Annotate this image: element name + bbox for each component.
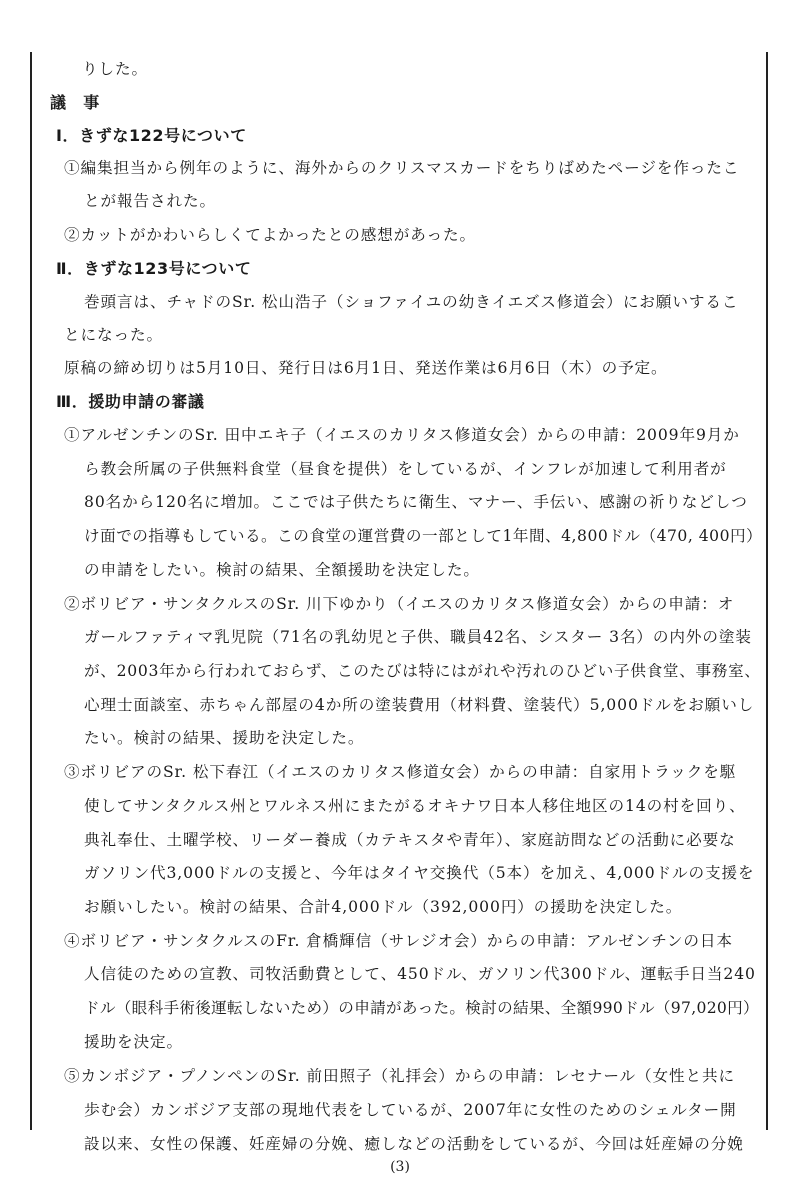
text-line: 典礼奉仕、土曜学校、リーダー養成（カテキスタや青年）、家庭訪問などの活動に必要な: [84, 831, 736, 849]
text-line: 使してサンタクルス州とワルネス州にまたがるオキナワ日本人移住地区の14の村を回り、: [84, 797, 746, 815]
text-line: ら教会所属の子供無料食堂（昼食を提供）をしているが、インフレが加速して利用者が: [84, 460, 727, 478]
text-line: ①アルゼンチンのSr. 田中エキ子（イエスのカリタス修道女会）からの申請：2009年9月か: [64, 426, 740, 444]
text-line: 歩む会）カンボジア支部の現地代表をしているが、2007年に女性のためのシェルター開: [84, 1101, 737, 1119]
section-heading-3: Ⅲ．援助申請の審議: [56, 392, 205, 411]
text-line: 巻頭言は、チャドのSr. 松山浩子（ショファイユの幼きイエズス修道会）にお願いするこ: [84, 293, 739, 311]
left-border-line: [30, 52, 32, 1130]
text-line: の申請をしたい。検討の結果、全額援助を決定した。: [84, 561, 480, 579]
text-line: ガールファティマ乳児院（71名の乳幼児と子供、職員42名、シスター 3名）の内外の塗装: [84, 628, 752, 646]
text-line: ②カットがかわいらしくてよかったとの感想があった。: [64, 226, 477, 244]
right-border-line: [766, 52, 768, 1130]
section-heading-2: Ⅱ．きずな123号について: [56, 259, 252, 278]
text-line: ④ボリビア・サンタクルスのFr. 倉橋輝信（サレジオ会）からの申請：アルゼンチンの日本: [64, 932, 733, 950]
text-line: 80名から120名に増加。ここでは子供たちに衛生、マナー、手伝い、感謝の祈りなどしつ: [84, 493, 748, 511]
continuation-text: りした。: [82, 60, 148, 78]
text-line: お願いしたい。検討の結果、合計4,000ドル（392,000円）の援助を決定した。: [84, 898, 683, 916]
text-line: 設以来、女性の保護、妊産婦の分娩、癒しなどの活動をしているが、今回は妊産婦の分娩: [84, 1135, 744, 1153]
text-line: ドル（眼科手術後運転しないため）の申請があった。検討の結果、全額990ドル（97,020円）: [84, 999, 759, 1017]
text-line: とが報告された。: [84, 192, 216, 210]
text-line: ⑤カンボジア・プノンペンのSr. 前田照子（礼拝会）からの申請：レセナール（女性と共に: [64, 1067, 736, 1085]
text-line: ガソリン代3,000ドルの支援と、今年はタイヤ交換代（5本）を加え、4,000ドルの支援を: [84, 864, 755, 882]
text-line: 人信徒のための宣教、司牧活動費として、450ドル、ガソリン代300ドル、運転手日当240: [84, 965, 756, 983]
text-line: が、2003年から行われておらず、このたびは特にはがれや汚れのひどい子供食堂、事務室、: [84, 662, 761, 680]
text-line: ③ボリビアのSr. 松下春江（イエスのカリタス修道女会）からの申請：自家用トラックを駆: [64, 763, 737, 781]
section-heading-1: Ⅰ．きずな122号について: [56, 126, 247, 145]
text-line: 原稿の締め切りは5月10日、発行日は6月1日、発送作業は6月6日（木）の予定。: [64, 359, 668, 377]
text-line: ①編集担当から例年のように、海外からのクリスマスカードをちりばめたページを作ったこ: [64, 159, 740, 177]
text-line: とになった。: [64, 326, 163, 344]
text-line: け面での指導もしている。この食堂の運営費の一部として1年間、4,800ドル（470, 400円）: [84, 527, 763, 545]
proceedings-heading: 議 事: [50, 93, 100, 112]
text-line: たい。検討の結果、援助を決定した。: [84, 729, 365, 747]
text-line: 援助を決定。: [84, 1033, 183, 1051]
page-number: (3): [390, 1159, 410, 1175]
text-line: ②ボリビア・サンタクルスのSr. 川下ゆかり（イエスのカリタス修道女会）からの申請：オ: [64, 595, 735, 613]
text-line: 心理士面談室、赤ちゃん部屋の4か所の塗装費用（材料費、塗装代）5,000ドルをお願いし: [84, 696, 755, 714]
